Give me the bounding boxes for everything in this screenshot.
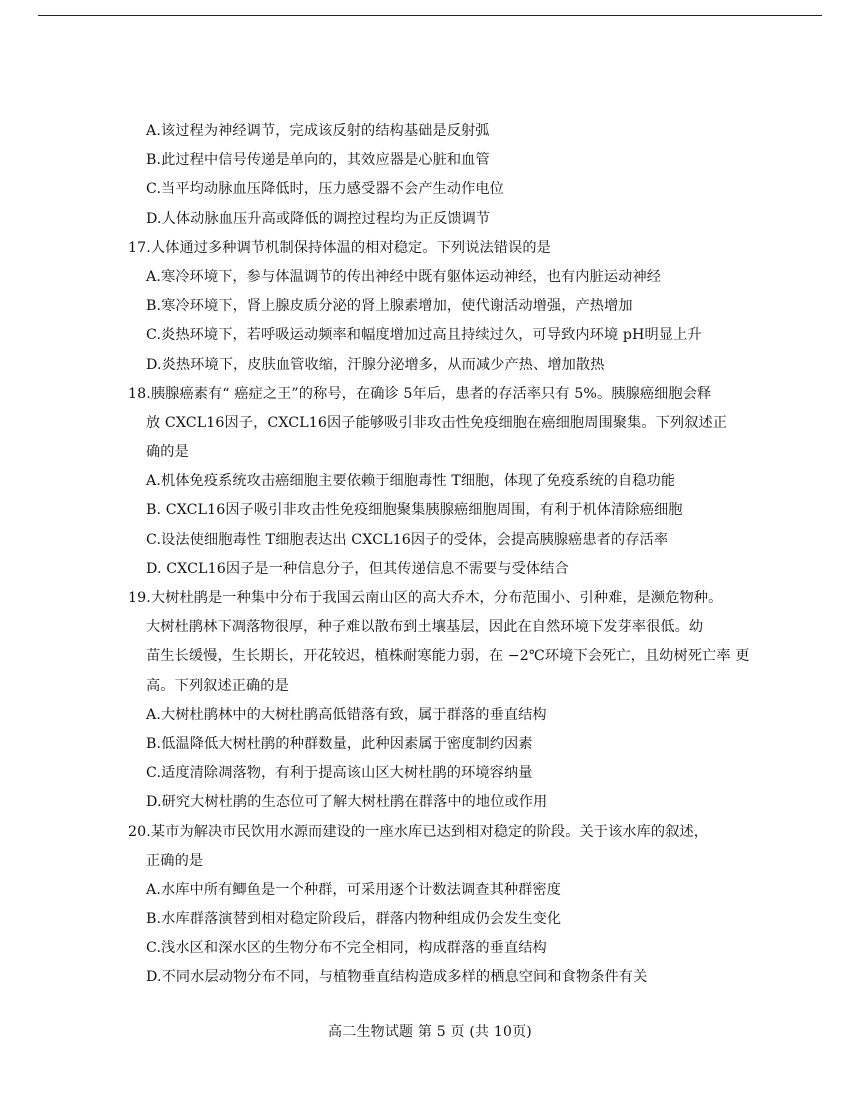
q17-option-c: C.炎热环境下，若呼吸运动频率和幅度增加过高且持续过久，可导致内环境 pH明显上升 [146,327,702,344]
q18-stem-line-1: 18.胰腺癌素有“ 癌症之王”的称号，在确诊 5年后，患者的存活率只有 5%。胰腺癌细胞会释 [128,385,712,402]
q20-option-a: A.水库中所有鲫鱼是一个种群，可采用逐个计数法调查其种群密度 [146,881,562,898]
q16-option-c: C.当平均动脉血压降低时，压力感受器不会产生动作电位 [146,181,504,198]
q20-stem-line-2: 正确的是 [146,852,204,869]
q16-option-b: B.此过程中信号传递是单向的，其效应器是心脏和血管 [146,152,490,169]
q19-option-b: B.低温降低大树杜鹃的种群数量，此种因素属于密度制约因素 [146,735,533,752]
q17-option-a: A.寒冷环境下，参与体温调节的传出神经中既有躯体运动神经，也有内脏运动神经 [146,268,662,285]
q20-option-d: D.不同水层动物分布不同，与植物垂直结构造成多样的栖息空间和食物条件有关 [146,969,648,986]
q20-option-c: C.浅水区和深水区的生物分布不完全相同，构成群落的垂直结构 [146,940,547,957]
header-rule [38,15,822,16]
q16-option-d: D.人体动脉血压升高或降低的调控过程均为正反馈调节 [146,210,491,227]
q18-stem-line-2: 放 CXCL16因子，CXCL16因子能够吸引非攻击性免疫细胞在癌细胞周围聚集。下列叙述正 [146,414,728,431]
page-content [128,117,828,993]
q19-stem-line-2: 大树杜鹃林下凋落物很厚，种子难以散布到土壤基层，因此在自然环境下发芽率很低。幼 [146,619,704,636]
q17-stem: 17.人体通过多种调节机制保持体温的相对稳定。下列说法错误的是 [128,239,551,256]
page-footer: 高二生物试题 第 5 页 (共 10页) [328,1024,532,1040]
q19-option-d: D.研究大树杜鹃的生态位可了解大树杜鹃在群落中的地位或作用 [146,794,548,811]
q20-stem-line-1: 20.某市为解决市民饮用水源而建设的一座水库已达到相对稳定的阶段。关于该水库的叙述， [128,823,709,840]
q18-option-b: B. CXCL16因子吸引非攻击性免疫细胞聚集胰腺癌细胞周围，有利于机体清除癌细胞 [146,502,683,519]
q17-option-d: D.炎热环境下，皮肤血管收缩，汗腺分泌增多，从而减少产热、增加散热 [146,356,605,373]
q19-option-a: A.大树杜鹃林中的大树杜鹃高低错落有致，属于群落的垂直结构 [146,706,547,723]
q18-option-c: C.设法使细胞毒性 T细胞表达出 CXCL16因子的受体，会提高胰腺癌患者的存活率 [146,531,669,548]
q17-option-b: B.寒冷环境下，肾上腺皮质分泌的肾上腺素增加，使代谢活动增强，产热增加 [146,298,633,315]
q19-stem-line-1: 19.大树杜鹃是一种集中分布于我国云南山区的高大乔木，分布范围小、引种难，是濒危物种。 [128,590,723,606]
q19-option-c: C.适度清除凋落物，有利于提高该山区大树杜鹃的环境容纳量 [146,765,533,782]
q20-option-b: B.水库群落演替到相对稳定阶段后，群落内物种组成仍会发生变化 [146,911,562,928]
q16-option-a: A.该过程为神经调节，完成该反射的结构基础是反射弧 [146,123,490,139]
q19-stem-line-3: 苗生长缓慢，生长期长，开花较迟，植株耐寒能力弱，在 −2℃环境下会死亡，且幼树死亡率 更 [146,648,750,665]
q18-option-a: A.机体免疫系统攻击癌细胞主要依赖于细胞毒性 T细胞，体现了免疫系统的自稳功能 [146,473,676,490]
q19-stem-line-4: 高。下列叙述正确的是 [146,677,289,694]
q18-stem-line-3: 确的是 [146,444,189,461]
q18-option-d: D. CXCL16因子是一种信息分子，但其传递信息不需要与受体结合 [146,560,569,577]
